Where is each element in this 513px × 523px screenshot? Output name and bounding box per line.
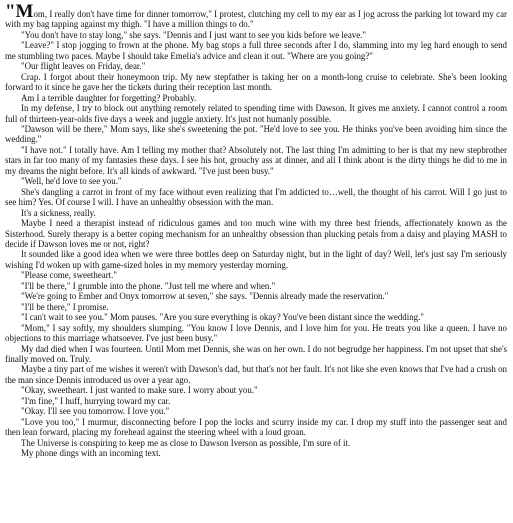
paragraph: Am I a terrible daughter for forgetting? Probably. [21, 92, 197, 103]
paragraph: "I can't wait to see you." Mom pauses. "Are you sure everything is okay? You've been distant since the wedding." [21, 312, 424, 323]
paragraph: "Please come, sweetheart." [21, 270, 117, 281]
drop-cap: "M [5, 1, 34, 22]
paragraph: "Dawson will be there," Mom says, like she's sweetening the pot. "He'd love to see you. He thinks you've been avoiding him since the wedding." [5, 123, 507, 145]
paragraph: "Well, he'd love to see you." [21, 176, 122, 187]
paragraph: "We're going to Ember and Onyx tomorrow at seven," she says. "Dennis already made the reservation." [21, 291, 389, 302]
paragraph: In my defense, I try to block out anything remotely related to spending time with Dawson. It gives me anxiety. I cannot control a room full of thirteen-year-olds five days a week and juggle anxiety. It's just not humanly possible. [5, 103, 507, 124]
paragraph-text: om, I really don't have time for dinner tomorrow," I protest, clutching my cell to my ear as I jog across the parking lot toward my car with my bag tapping against my thigh. "I have a million things to do." [5, 9, 507, 30]
paragraph: It sounded like a good idea when we were three bottles deep on Saturday night, but in the light of day? Well, let's just say I'm seriously wishing I'd woken up with game-sized holes in my memory yesterday morning. [5, 249, 507, 270]
paragraph: "Okay. I'll see you tomorrow. I love you." [21, 406, 170, 417]
paragraph: "You don't have to stay long," she says. "Dennis and I just want to see you kids before we leave." [21, 29, 366, 40]
paragraph: "Okay, sweetheart. I just wanted to make sure. I worry about you." [21, 385, 258, 396]
paragraph: It's a sickness, really. [21, 207, 96, 218]
paragraph: Crap. I forgot about their honeymoon trip. My new stepfather is taking her on a month-long cruise to celebrate. She's been looking forward to it since he gave her the tickets during their reception last month. [5, 71, 507, 93]
paragraph: Maybe I need a therapist instead of ridiculous games and too much wine with my three best friends, affectionately known as the Sisterhood. Surely therapy is a better coping mechanism for an unhealthy obsession than plucking petals from a daisy and playing MASH to decide if Dawson loves me or not, right? [5, 218, 507, 249]
paragraph: "I'm fine," I huff, hurrying toward my car. [21, 395, 171, 406]
paragraph: "Our flight leaves on Friday, dear." [21, 61, 146, 72]
paragraph: "I'll be there," I grumble into the phone. "Just tell me where and when." [21, 280, 276, 291]
paragraph: My dad died when I was fourteen. Until Mom met Dennis, she was on her own. I do not begrudge her happiness. I'm not upset that she's finally moved on. Truly. [5, 343, 507, 364]
paragraph [5, 1, 507, 30]
paragraph: "I'll be there," I promise. [21, 301, 109, 312]
paragraph: She's dangling a carrot in front of my face without even realizing that I'm addicted to…well, the thought of his carrot. Will I go just to see him? Yes. Of course I will. I have an unhealthy obsession with the man. [5, 186, 507, 208]
paragraph: Maybe a tiny part of me wishes it weren't with Dawson's dad, but that's not her fault. It's not like she even knows that I've had a crush on the man since Dennis introduced us over a year ago. [5, 364, 507, 385]
paragraph: "Leave?" I stop jogging to frown at the phone. My bag stops a full three seconds after I do, slamming into my leg hard enough to send me stumbling two paces. Maybe I should take Emelia's advice and clean it out. "Where are you going?" [5, 40, 507, 61]
paragraph: "Mom," I say softly, my shoulders slumping. "You know I love Dennis, and I love him for you. He treats you like a queen. I have no objections to this marriage whatsoever. I've just been busy." [5, 322, 507, 344]
paragraph: "Love you too," I murmur, disconnecting before I pop the locks and scurry inside my car. I drop my stuff into the passenger seat and then lean forward, placing my forehead against the steering wheel with a loud groan. [5, 416, 507, 438]
paragraph: "I have not." I totally have. Am I telling my mother that? Absolutely not. The last thing I'm admitting to her is that my new stepbrother stars in far too many of my fantasies these days. I see his hot, grouchy ass at dinner, and all I think about is the dirty things he did to me in my dreams the night before. It's all kinds of awkward. "I've just been busy." [5, 144, 507, 176]
paragraph: The Universe is conspiring to keep me as close to Dawson Iverson as possible, I'm sure of it. [21, 437, 351, 448]
paragraph: My phone dings with an incoming text. [21, 448, 161, 459]
